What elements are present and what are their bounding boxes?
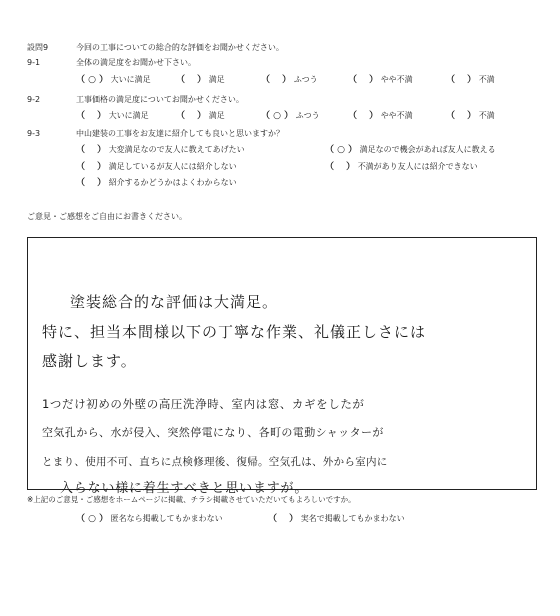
sub-question-number: 9-1	[27, 58, 41, 67]
comment-line: 特に、担当本間様以下の丁寧な作業、礼儀正しさには	[42, 323, 427, 341]
comment-line: 1つだけ初めの外壁の高圧洗浄時、室内は窓、カギをしたが	[42, 397, 365, 411]
option-somewhat-dissatisfied[interactable]: （ ） やや不満	[348, 111, 413, 121]
option-somewhat-dissatisfied[interactable]: （ ） やや不満	[348, 75, 413, 85]
comments-prompt: ご意見・ご感想をご自由にお書きください。	[27, 212, 187, 221]
option-average[interactable]: （ ○ ） ふつう	[261, 111, 320, 121]
option-very-satisfied[interactable]: （ ） 大いに満足	[76, 111, 149, 121]
sub-question-text: 中山建装の工事をお友達に紹介しても良いと思いますか？	[76, 129, 284, 138]
option-satisfied[interactable]: （ ） 満足	[176, 111, 225, 121]
option-average[interactable]: （ ） ふつう	[261, 75, 318, 85]
option-satisfied-no-referral[interactable]: （ ） 満足しているが友人には紹介しない	[76, 162, 237, 172]
question-title: 今回の工事についての総合的な評価をお聞かせください。	[76, 43, 284, 52]
sub-question-number: 9-2	[27, 95, 41, 104]
option-dissatisfied[interactable]: （ ） 不満	[446, 75, 495, 85]
option-anonymous-ok[interactable]: （ ○ ） 匿名なら掲載してもかまわない	[76, 514, 223, 524]
option-want-to-recommend[interactable]: （ ） 大変満足なので友人に教えてあげたい	[76, 145, 245, 155]
option-very-satisfied[interactable]: （ ○ ） 大いに満足	[76, 75, 151, 85]
option-real-name-ok[interactable]: （ ） 実名で掲載してもかまわない	[268, 514, 405, 524]
comment-line: 感謝します。	[42, 352, 137, 370]
comment-line: 入らない様に着生すべきと思いますが。	[60, 481, 309, 496]
sub-question-number: 9-3	[27, 129, 41, 138]
option-satisfied[interactable]: （ ） 満足	[176, 75, 225, 85]
comment-line: とまり、使用不可、直ちに点検修理後、復帰。空気孔は、外から室内に	[42, 456, 388, 468]
publication-permission-note: ※上記のご意見・ご感想をホームページに掲載、チラシ掲載させていただいてもよろしいですか。	[27, 495, 356, 504]
sub-question-text: 全体の満足度をお聞かせ下さい。	[76, 58, 196, 67]
comment-line: 空気孔から、水が侵入、突然停電になり、各町の電動シャッターが	[42, 426, 384, 439]
question-number: 設問9	[27, 43, 49, 52]
option-recommend-if-chance[interactable]: （ ○ ） 満足なので機会があれば友人に教える	[325, 145, 496, 155]
option-dissatisfied[interactable]: （ ） 不満	[446, 111, 495, 121]
option-cannot-recommend[interactable]: （ ） 不満があり友人には紹介できない	[325, 162, 478, 172]
option-not-sure[interactable]: （ ） 紹介するかどうかはよくわからない	[76, 178, 237, 188]
comment-line: 塗装総合的な評価は大満足。	[70, 293, 279, 311]
sub-question-text: 工事価格の満足度についてお聞かせください。	[76, 95, 244, 104]
